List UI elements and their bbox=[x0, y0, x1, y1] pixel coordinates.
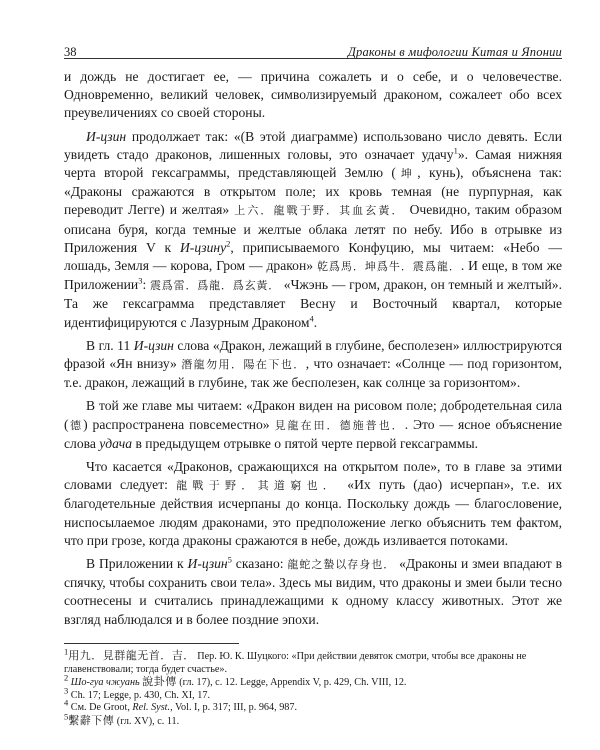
footnote-ref[interactable]: 4 bbox=[309, 313, 314, 324]
footnote-ref[interactable]: 1 bbox=[453, 145, 458, 156]
footnote: $^5$繫辭下傳 (гл. XV), с. 11. bbox=[64, 711, 180, 727]
header-rule bbox=[64, 58, 562, 59]
page-number: 38 bbox=[64, 45, 77, 59]
main-text bbox=[64, 68, 562, 634]
footnotes bbox=[64, 646, 562, 729]
footnote: $^4$ См. De Groot, Rel. Syst., Vol. I, p. 317; III, p. 964, 987. bbox=[64, 697, 298, 714]
running-title: Драконы в мифологии Китая и Японии bbox=[347, 45, 562, 59]
paragraph: Что касается «Драконов, сражающихся на открытом поле», то в главе за этими словами следует: 龍戰于野．其道窮也． «Их путь (дао) исчерпан», т.е. их благодетельные действия исчерпаны до конца. Поскольку дождь — благословение, ниспосылаемое людям драконами, это предположение легко объяснить тем фактом, что при грозе, когда драконы сражаются в небе, дождь изливается потоками. bbox=[64, 459, 562, 548]
footnote-ref[interactable]: 2 bbox=[226, 238, 231, 249]
paragraph: В той же главе мы читаем: «Дракон виден на рисовом поле; добродетельная сила (德) распространена повсеместно» 見龍在田．德施普也．. Это — ясное объяснение слова удача в предыдущем отрывке о пятой черте первой гексаграммы. bbox=[64, 398, 563, 451]
footnote-ref[interactable]: 5 bbox=[227, 554, 232, 565]
footnote: $^3$ Ch. 17; Legge, p. 430, Ch. XI, 17. bbox=[64, 685, 211, 701]
footnote-ref[interactable]: 3 bbox=[138, 275, 143, 286]
footnote-rule bbox=[64, 643, 239, 644]
paragraph: В Приложении к И-цзин$^5$ сказано: 龍蛇之蟄以存身也． «Драконы и змеи впадают в спячку, чтобы сохранить свои тела». Здесь мы видим, что драконы и змеи были тесно соотнесены и считались принадлежащими к одному классу животных. Этот же взгляд наблюдался и в более поздние эпохи. bbox=[64, 554, 563, 627]
paragraph: и дождь не достигает ее, — причина сожалеть и о себе, и о человечестве. Одновременно, великий человек, символизируемый драконом, сожалеет обо всех преувеличениях со своей стороны. bbox=[64, 69, 562, 121]
footnote: $^1$用九．見群龍无首．吉． Пер. Ю. К. Шуцкого: «При действии девяток смотри, чтобы все драконы не главенствовали; тогда будет счастье». bbox=[64, 646, 527, 675]
paragraph: И-цзин продолжает так: «(В этой диаграмме) использовано число девять. Если увидеть стадо драконов, лишенных головы, это означает удачу$^1$». Самая нижняя черта второй гексаграммы, представляющей Землю (坤, кунь), объяснена так: «Драконы сражаются в открытом поле; их кровь темная (не пурпурная, как переводит Легге) и желтая» 上六．龍戰于野．其血玄黃． Очевидно, таким образом описана буря, когда темные и желтые облака летят по небу. Ибо в отрывке из Приложения V к И-цзину$^2$, приписываемого Конфуцию, мы читаем: «Небо — лошадь, Земля — корова, Гром — дракон» 乾爲馬．坤爲牛．震爲龍．. И еще, в том же Приложении$^3$: 震爲雷．爲龍．爲玄黃． «Чжэнь — гром, дракон, он темный и желтый». Та же гексаграмма представляет Весну и Восточный квартал, которые идентифицируются с Лазурным Драконом$^4$. bbox=[64, 128, 563, 330]
running-header bbox=[64, 40, 562, 60]
paragraph: В гл. 11 И-цзин слова «Дракон, лежащий в глубине, бесполезен» иллюстрируются фразой «Ян внизу» 潛龍勿用．陽在下也．, что означает: «Солнце — под горизонтом, т.е. дракон, лежащий в глубине, так же бесполезен, как солнце за горизонтом». bbox=[64, 337, 563, 391]
footnote: $^2$ Шо-гуа чжуань 說卦傳 (гл. 17), с. 12. Legge, Appendix V, p. 429, Ch. VIII, 12. bbox=[64, 672, 407, 689]
